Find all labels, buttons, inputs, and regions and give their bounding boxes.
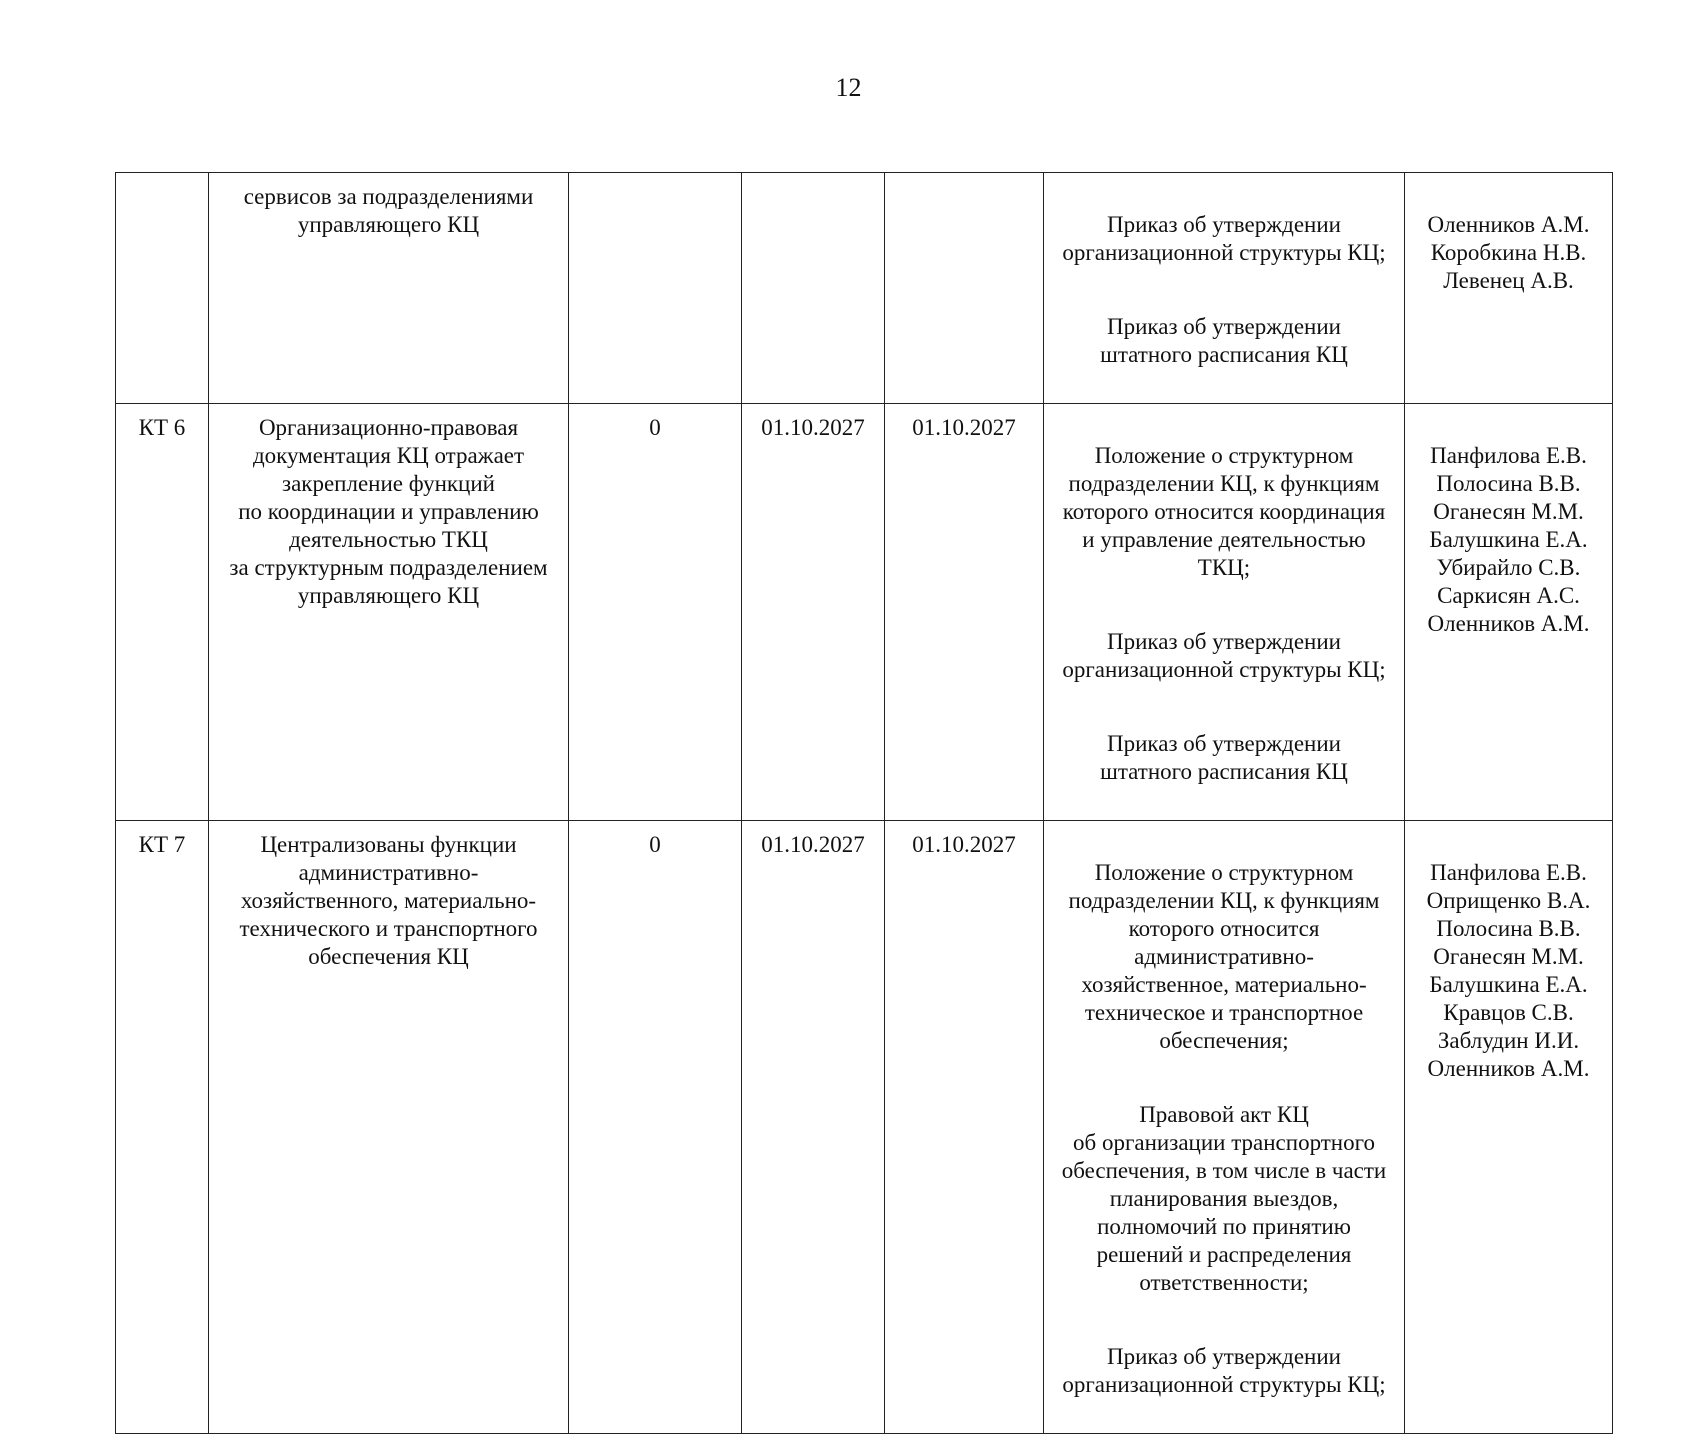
value-cell: [569, 173, 742, 404]
code-cell: [116, 173, 209, 404]
responsible-names: Панфилова Е.В. Оприщенко В.А. Полосина В.В. Оганесян М.М. Балушкина Е.А. Кравцов С.В. Заблудин И.И. Оленников А.М.: [1426, 860, 1591, 1081]
responsible-cell: [1405, 404, 1613, 821]
start-date-cell: 01.10.2027: [742, 821, 885, 1434]
start-date-cell: 01.10.2027: [742, 404, 885, 821]
control-points-table: [115, 172, 1613, 1434]
code-cell: КТ 6: [116, 404, 209, 821]
document-item: Положение о структурном подразделении КЦ, к функциям которого относится координация и управление деятельностью ТКЦ;: [1062, 443, 1386, 580]
documents-cell: [1044, 173, 1405, 404]
document-item: Правовой акт КЦ об организации транспортного обеспечения, в том числе в части планирования выездов, полномочий по принятию решений и распределения ответственности;: [1061, 1102, 1387, 1295]
table-row: [116, 821, 1613, 1434]
document-item: Приказ об утверждении организационной структуры КЦ;: [1062, 629, 1386, 682]
document-item: Приказ об утверждении организационной структуры КЦ;: [1062, 212, 1386, 265]
table-row: [116, 404, 1613, 821]
responsible-cell: [1405, 821, 1613, 1434]
description-cell: сервисов за подразделениями управляющего КЦ: [209, 173, 569, 404]
value-cell: 0: [569, 404, 742, 821]
description-cell: Организационно-правовая документация КЦ отражает закрепление функций по координации и управлению деятельностью ТКЦ за структурным подразделением управляющего КЦ: [209, 404, 569, 821]
value-cell: 0: [569, 821, 742, 1434]
table-row: [116, 173, 1613, 404]
end-date-cell: 01.10.2027: [885, 821, 1044, 1434]
description-cell: Централизованы функции административно- хозяйственного, материально- технического и транспортного обеспечения КЦ: [209, 821, 569, 1434]
document-item: Положение о структурном подразделении КЦ, к функциям которого относится административно- хозяйственное, материально- техническое и транспортное обеспечения;: [1068, 860, 1380, 1053]
documents-cell: [1044, 821, 1405, 1434]
start-date-cell: [742, 173, 885, 404]
end-date-cell: [885, 173, 1044, 404]
documents-cell: [1044, 404, 1405, 821]
responsible-cell: [1405, 173, 1613, 404]
responsible-names: Панфилова Е.В. Полосина В.В. Оганесян М.М. Балушкина Е.А. Убирайло С.В. Саркисян А.С. Оленников А.М.: [1427, 443, 1590, 636]
code-cell: КТ 7: [116, 821, 209, 1434]
document-item: Приказ об утверждении организационной структуры КЦ;: [1062, 1344, 1386, 1397]
document-item: Приказ об утверждении штатного расписания КЦ: [1100, 731, 1348, 784]
responsible-names: Оленников А.М. Коробкина Н.В. Левенец А.В.: [1427, 212, 1590, 293]
end-date-cell: 01.10.2027: [885, 404, 1044, 821]
page-number: 12: [835, 73, 862, 102]
document-item: Приказ об утверждении штатного расписания КЦ: [1100, 314, 1348, 367]
